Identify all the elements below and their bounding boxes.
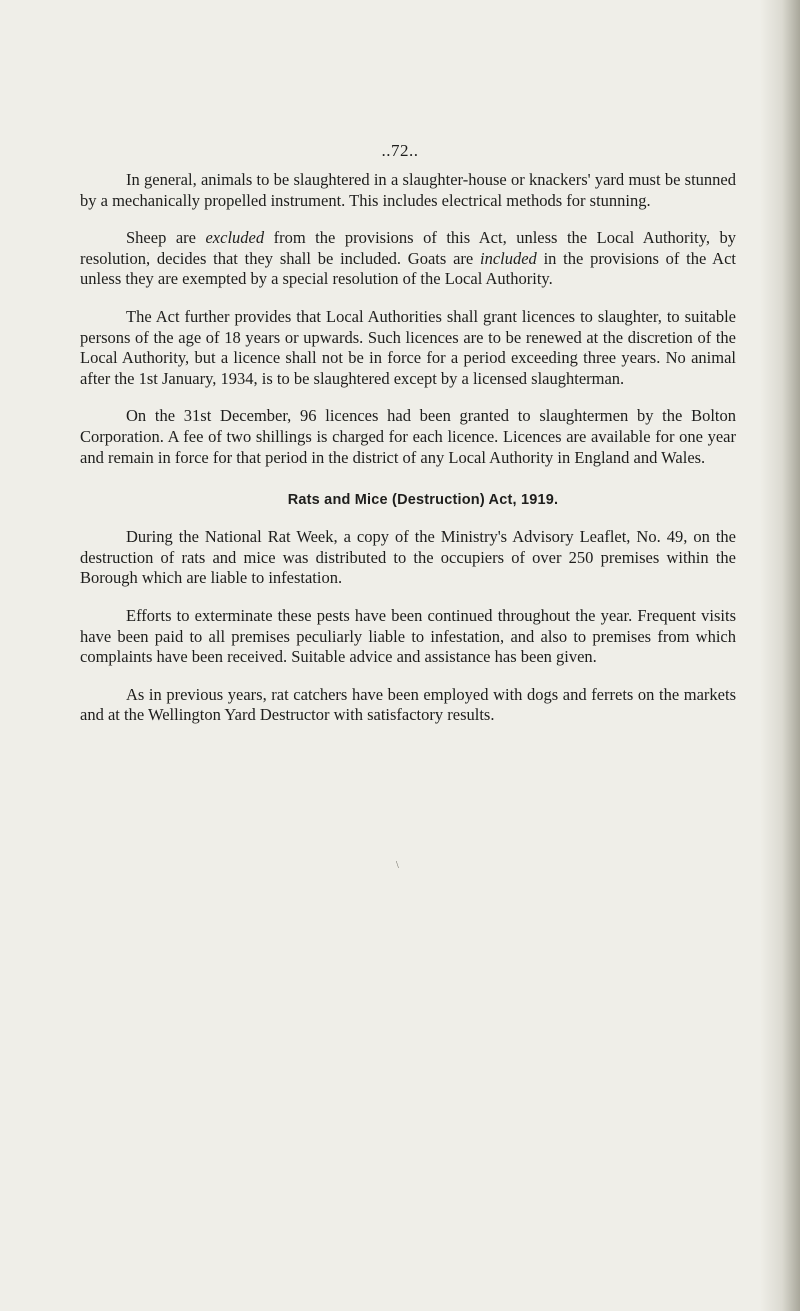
emphasis-excluded: excluded <box>205 228 265 248</box>
paragraph-text: from the provisions of this Act, unless the Local Authority, by resolution, decides that they shall be included. Goats are <box>80 228 736 268</box>
paragraph-sheep-goats <box>80 228 736 290</box>
paragraph-stunning: In general, animals to be slaughtered in a slaughter-house or knackers' yard must be stunned by a mechanically propelled instrument. This includes electrical methods for stunning. <box>80 170 736 210</box>
paragraph-extermination: Efforts to exterminate these pests have been continued throughout the year. Frequent visits have been paid to all premises peculiarly liable to infestation, and also to premises from which complaints have been received. Suitable advice and assistance has been given. <box>80 605 736 667</box>
emphasis-included: included <box>479 248 537 268</box>
paragraph-rat-week: During the National Rat Week, a copy of the Ministry's Advisory Leaflet, No. 49, on the destruction of rats and mice was distributed to the occupiers of over 250 premises within the Borough which are liable to infestation. <box>80 527 736 588</box>
stray-mark: \ <box>396 860 399 871</box>
document-body <box>80 170 736 726</box>
paragraph-licences-granted: On the 31st December, 96 licences had been granted to slaughtermen by the Bolton Corporation. A fee of two shillings is charged for each licence. Licences are available for one year and remain in force for that period in the district of any Local Authority in England and Wales. <box>80 406 736 467</box>
paragraph-rat-catchers: As in previous years, rat catchers have been employed with dogs and ferrets on the markets and at the Wellington Yard Destructor with satisfactory results. <box>80 684 736 725</box>
paragraph-text: Sheep are <box>126 228 206 248</box>
paragraph-text: in the provisions of the Act unless they are exempted by a special resolution of the Local Authority. <box>80 248 736 289</box>
section-heading: Rats and Mice (Destruction) Act, 1919. <box>287 492 559 509</box>
page-number: ..72.. <box>381 141 419 160</box>
paragraph-licences: The Act further provides that Local Authorities shall grant licences to slaughter, to suitable persons of the age of 18 years or upwards. Such licences are to be renewed at the discretion of the Local Authority, but a licence shall not be in force for a period exceeding three years. No animal after the 1st January, 1934, is to be slaughtered except by a licensed slaughterman. <box>80 306 736 388</box>
page-edge-shadow <box>760 0 800 1311</box>
